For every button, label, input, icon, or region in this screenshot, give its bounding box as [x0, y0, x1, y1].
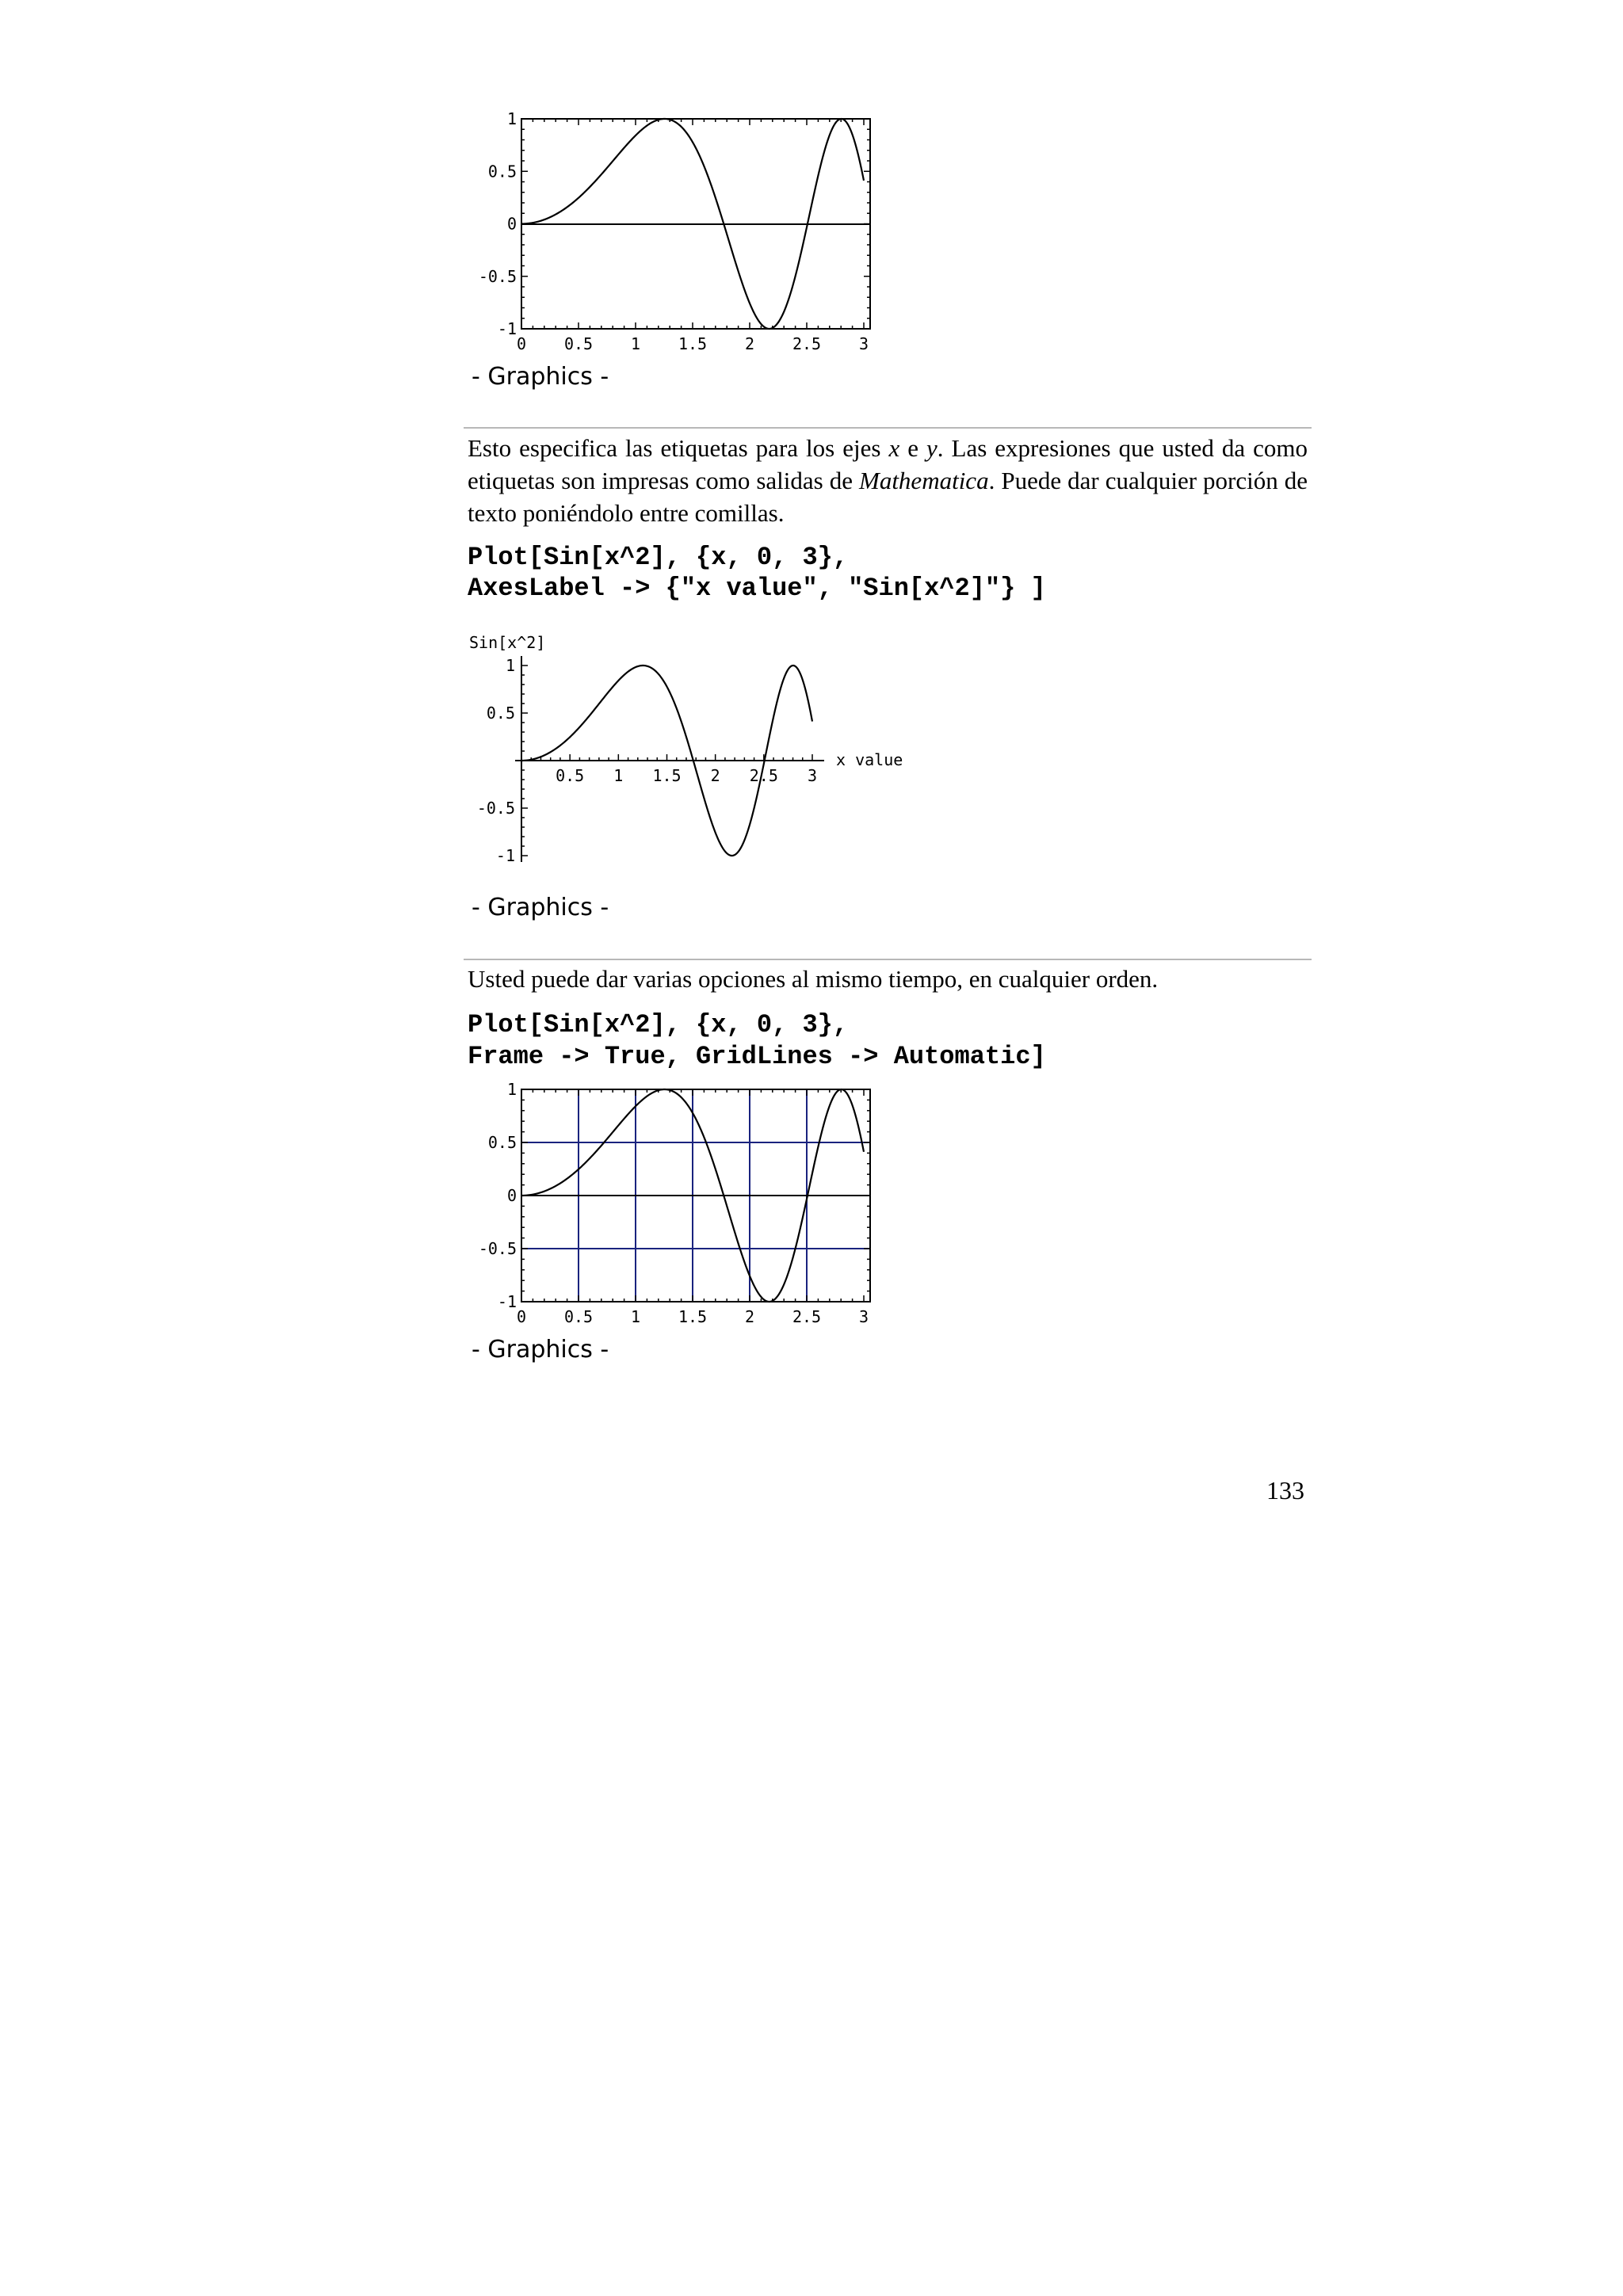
x-tick-label: 0	[516, 334, 527, 353]
y-tick-label: -0.5	[478, 1239, 517, 1258]
y-tick-label: 0.5	[486, 704, 515, 723]
x-tick-label: 2.5	[749, 766, 778, 785]
plot1-chart	[460, 107, 888, 376]
x-tick-label: 1	[630, 334, 641, 353]
y-tick-label: -1	[497, 1292, 517, 1311]
x-tick-label: 0.5	[556, 766, 585, 785]
x-tick-label: 1	[630, 1307, 641, 1326]
x-tick-label: 2	[744, 1307, 755, 1326]
plot1-output-label: - Graphics -	[472, 363, 609, 391]
paragraph: Usted puede dar varias opciones al mismo tiempo, en cualquier orden.	[468, 965, 1159, 993]
para-text-1: Esto especifica las etiquetas para los ejes	[468, 434, 889, 462]
x-tick-label: 2.5	[792, 334, 822, 353]
product-name: Mathematica	[859, 467, 989, 494]
x-tick-label: 2	[744, 334, 755, 353]
plot2-chart	[460, 624, 951, 878]
x-tick-label: 2.5	[792, 1307, 822, 1326]
x-tick-label: 0.5	[563, 334, 594, 353]
x-tick-label: 1.5	[678, 334, 708, 353]
plot1-labels	[479, 109, 869, 353]
code-line: Frame -> True, GridLines -> Automatic]	[468, 1042, 1046, 1071]
x-tick-label: 2	[710, 766, 720, 785]
para-text-2: . Las expresiones que usted da como etiquetas son impresas como salidas de	[468, 434, 1308, 494]
y-tick-label: 0	[506, 214, 517, 234]
y-tick-label: 1	[506, 1080, 517, 1099]
x-tick-label: 1.5	[652, 766, 682, 785]
para-conj: e	[899, 434, 926, 462]
code-line: Plot[Sin[x^2], {x, 0, 3},	[468, 543, 849, 572]
y-tick-label: -0.5	[478, 266, 517, 286]
divider	[464, 959, 1312, 960]
x-tick-label: 3	[858, 1307, 869, 1326]
y-tick-label: 0.5	[487, 1133, 517, 1152]
para-text-3: . Puede dar cualquier porción de texto poniéndolo entre comillas.	[468, 467, 1308, 527]
x-axis-label: x value	[836, 750, 903, 769]
y-tick-label: -1	[495, 846, 515, 865]
x-tick-label: 0.5	[563, 1307, 594, 1326]
x-tick-label: 3	[807, 766, 818, 785]
y-axis-label: Sin[x^2]	[469, 633, 546, 652]
x-tick-label: 1	[613, 766, 624, 785]
y-tick-label: 1	[505, 656, 515, 675]
plot3-labels	[479, 1080, 869, 1326]
y-tick-label: 0	[506, 1186, 517, 1205]
y-tick-label: 0.5	[487, 162, 517, 181]
x-tick-label: 1.5	[678, 1307, 708, 1326]
code-line: AxesLabel -> {"x value", "Sin[x^2]"} ]	[468, 574, 1046, 603]
var-x: x	[888, 434, 900, 462]
divider	[464, 427, 1312, 429]
y-tick-label: -0.5	[476, 799, 515, 818]
page-number: 133	[1266, 1476, 1304, 1505]
x-tick-label: 0	[516, 1307, 527, 1326]
x-tick-label: 3	[858, 334, 869, 353]
paragraph	[468, 432, 1308, 529]
plot3-output-label: - Graphics -	[472, 1336, 609, 1363]
var-y: y	[926, 434, 938, 462]
plot3-chart	[460, 1077, 888, 1347]
plot2-output-label: - Graphics -	[472, 894, 609, 921]
code-line: Plot[Sin[x^2], {x, 0, 3},	[468, 1010, 849, 1039]
plot2-labels	[469, 633, 903, 865]
y-tick-label: -1	[497, 319, 517, 338]
y-tick-label: 1	[506, 109, 517, 128]
